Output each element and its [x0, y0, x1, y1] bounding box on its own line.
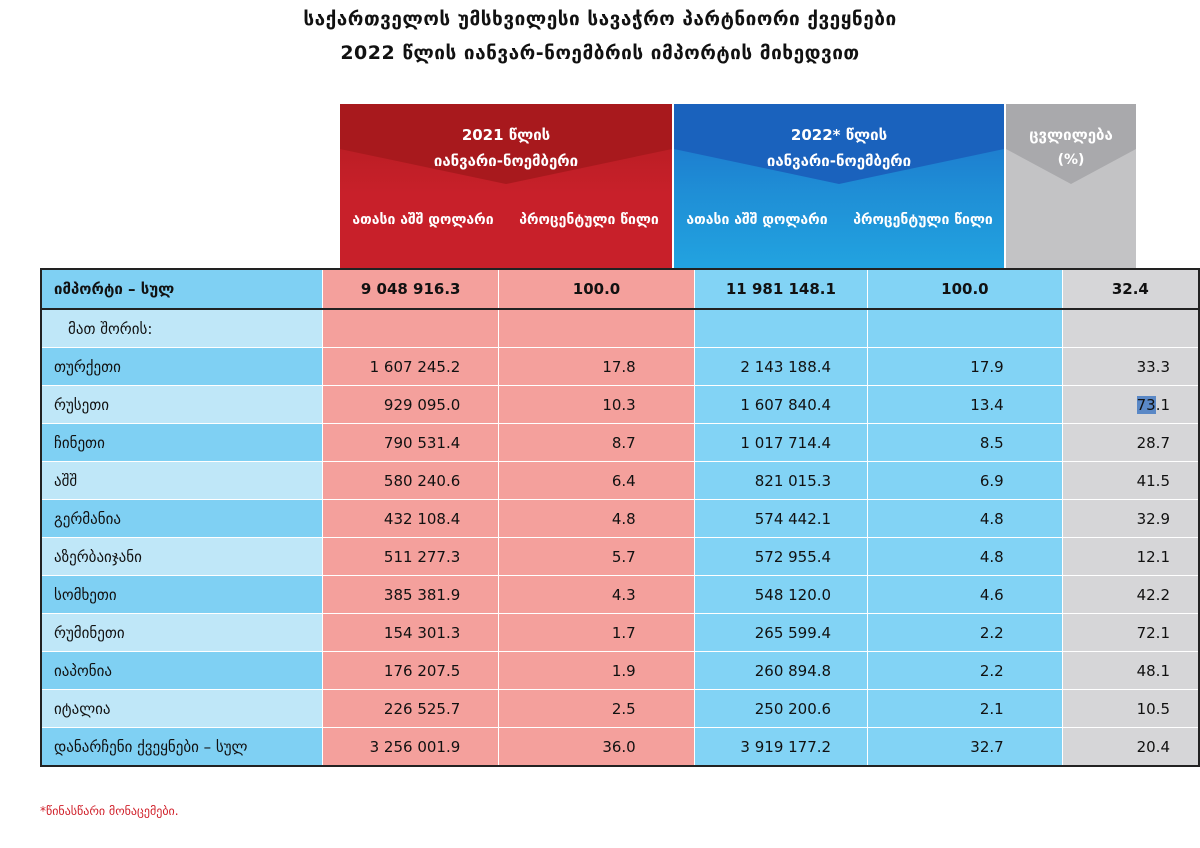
footnote: *წინასწარი მონაცემები.	[40, 804, 179, 818]
value-2021: 3 256 001.9	[323, 728, 499, 767]
change-pct: 32.4	[1062, 269, 1199, 309]
row-name: რუმინეთი	[41, 614, 323, 652]
value-2021: 790 531.4	[323, 424, 499, 462]
table-row	[41, 462, 1199, 500]
header-change-unit: (%)	[1057, 152, 1085, 168]
share-2022: 17.9	[868, 348, 1063, 386]
table-row	[41, 538, 1199, 576]
value-2021	[323, 309, 499, 348]
row-name: ჩინეთი	[41, 424, 323, 462]
header-2022-period: იანვარი-ნოემბერი	[766, 152, 912, 170]
value-2022: 265 599.4	[694, 614, 867, 652]
share-2022: 4.8	[868, 500, 1063, 538]
table-row	[41, 614, 1199, 652]
share-2022: 2.2	[868, 614, 1063, 652]
value-2021: 226 525.7	[323, 690, 499, 728]
share-2021: 5.7	[499, 538, 694, 576]
change-pct: 10.5	[1062, 690, 1199, 728]
value-2021: 1 607 245.2	[323, 348, 499, 386]
value-2021: 385 381.9	[323, 576, 499, 614]
header-2021-year: 2021 წლის	[461, 126, 551, 144]
row-name: რუსეთი	[41, 386, 323, 424]
table-row	[41, 386, 1199, 424]
header-2022-value-label: ათასი აშშ დოლარი	[686, 212, 828, 228]
header-change	[1006, 104, 1136, 268]
table-row	[41, 424, 1199, 462]
chevron-shape	[674, 104, 1004, 184]
value-2022: 250 200.6	[694, 690, 867, 728]
value-2021: 511 277.3	[323, 538, 499, 576]
change-pct: 12.1	[1062, 538, 1199, 576]
value-2022: 1 017 714.4	[694, 424, 867, 462]
change-pct	[1062, 309, 1199, 348]
row-name: სომხეთი	[41, 576, 323, 614]
import-table	[40, 268, 1200, 767]
share-2022: 13.4	[868, 386, 1063, 424]
change-pct: 41.5	[1062, 462, 1199, 500]
value-2021: 176 207.5	[323, 652, 499, 690]
value-2022: 11 981 148.1	[694, 269, 867, 309]
value-2022: 548 120.0	[694, 576, 867, 614]
change-pct: 72.1	[1062, 614, 1199, 652]
share-2021	[499, 309, 694, 348]
change-pct: 32.9	[1062, 500, 1199, 538]
table-row	[41, 652, 1199, 690]
value-2021: 9 048 916.3	[323, 269, 499, 309]
value-2022: 821 015.3	[694, 462, 867, 500]
value-2022	[694, 309, 867, 348]
change-pct: 33.3	[1062, 348, 1199, 386]
change-pct: 42.2	[1062, 576, 1199, 614]
value-2021: 929 095.0	[323, 386, 499, 424]
change-pct: 20.4	[1062, 728, 1199, 767]
table-row	[41, 690, 1199, 728]
row-name: აშშ	[41, 462, 323, 500]
share-2021: 10.3	[499, 386, 694, 424]
change-pct[interactable]	[1062, 386, 1199, 424]
row-name: თურქეთი	[41, 348, 323, 386]
share-2021: 100.0	[499, 269, 694, 309]
change-pct: 48.1	[1062, 652, 1199, 690]
table-row	[41, 728, 1199, 767]
share-2021: 36.0	[499, 728, 694, 767]
share-2021: 8.7	[499, 424, 694, 462]
row-name: იმპორტი – სულ	[41, 269, 323, 309]
change-pct-rest: .1	[1155, 395, 1170, 414]
value-2022: 572 955.4	[694, 538, 867, 576]
share-2021: 1.7	[499, 614, 694, 652]
share-2022	[868, 309, 1063, 348]
chevron-shape	[1006, 104, 1136, 184]
share-2021: 1.9	[499, 652, 694, 690]
change-pct: 28.7	[1062, 424, 1199, 462]
row-name: დანარჩენი ქვეყნები – სულ	[41, 728, 323, 767]
share-2022: 32.7	[868, 728, 1063, 767]
share-2022: 4.6	[868, 576, 1063, 614]
value-2021: 154 301.3	[323, 614, 499, 652]
row-name: იაპონია	[41, 652, 323, 690]
share-2022: 6.9	[868, 462, 1063, 500]
value-2022: 2 143 188.4	[694, 348, 867, 386]
share-2021: 2.5	[499, 690, 694, 728]
share-2022: 2.2	[868, 652, 1063, 690]
value-2022: 260 894.8	[694, 652, 867, 690]
selected-text-highlight[interactable]: 73	[1136, 395, 1156, 414]
value-2022: 574 442.1	[694, 500, 867, 538]
share-2022: 8.5	[868, 424, 1063, 462]
value-2022: 3 919 177.2	[694, 728, 867, 767]
table-row	[41, 309, 1199, 348]
share-2021: 17.8	[499, 348, 694, 386]
row-name: გერმანია	[41, 500, 323, 538]
share-2022: 4.8	[868, 538, 1063, 576]
row-name: იტალია	[41, 690, 323, 728]
header-2021-value-label: ათასი აშშ დოლარი	[352, 212, 494, 228]
row-name: მათ შორის:	[41, 309, 323, 348]
header-2022-share-label: პროცენტული წილი	[853, 212, 993, 228]
row-name: აზერბაიჯანი	[41, 538, 323, 576]
header-change-label: ცვლილება	[1029, 126, 1113, 144]
share-2021: 6.4	[499, 462, 694, 500]
header-2021-period: იანვარი-ნოემბერი	[433, 152, 579, 170]
header-2022-year: 2022* წლის	[790, 126, 888, 144]
header-2021-share-label: პროცენტული წილი	[519, 212, 659, 228]
value-2021: 580 240.6	[323, 462, 499, 500]
share-2022: 2.1	[868, 690, 1063, 728]
table-row	[41, 269, 1199, 309]
header-2021	[340, 104, 672, 268]
table-row	[41, 500, 1199, 538]
value-2022: 1 607 840.4	[694, 386, 867, 424]
title-line-2: 2022 წლის იანვარ-ნოემბრის იმპორტის მიხედვით	[340, 42, 860, 64]
chevron-shape	[340, 104, 672, 184]
header-2022	[674, 104, 1004, 268]
share-2022: 100.0	[868, 269, 1063, 309]
value-2021: 432 108.4	[323, 500, 499, 538]
title-line-1: საქართველოს უმსხვილესი სავაჭრო პარტნიორი ქვეყნები	[303, 8, 897, 30]
share-2021: 4.8	[499, 500, 694, 538]
share-2021: 4.3	[499, 576, 694, 614]
table-row	[41, 348, 1199, 386]
table-row	[41, 576, 1199, 614]
